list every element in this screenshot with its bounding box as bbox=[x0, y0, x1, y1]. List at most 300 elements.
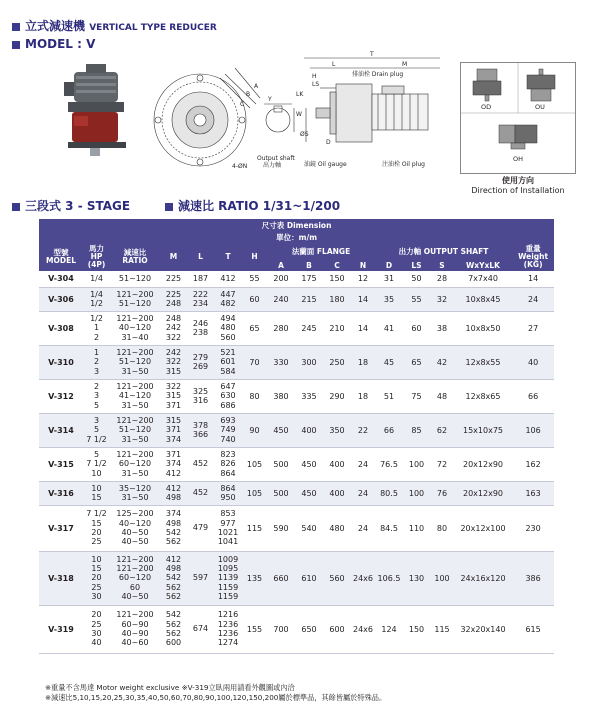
oil-gauge-label: 油鏡 Oil gauge bbox=[304, 161, 347, 168]
ratio-cell-line: 121~200 bbox=[116, 415, 154, 425]
hp-cell-line: 30 bbox=[91, 629, 102, 638]
table-row bbox=[39, 271, 554, 287]
n-cell: 24 bbox=[351, 481, 375, 505]
ratio-cell-line: 51~120 bbox=[118, 425, 152, 435]
dim-c: C bbox=[240, 101, 245, 108]
hp-cell-line: 25 bbox=[91, 619, 102, 629]
col-a: A bbox=[267, 261, 295, 271]
l-cell-line: 597 bbox=[192, 573, 209, 583]
l-cell-line: 452 bbox=[192, 459, 209, 469]
h-cell: 80 bbox=[242, 379, 267, 413]
t-cell-line: 560 bbox=[220, 332, 236, 342]
wyl-cell: 20x12x90 bbox=[454, 447, 512, 481]
d-cell: 84.5 bbox=[375, 505, 403, 551]
a-cell: 660 bbox=[267, 551, 295, 605]
dim-d: D bbox=[326, 139, 331, 146]
weight-cell: 615 bbox=[512, 605, 554, 653]
b-cell: 300 bbox=[295, 345, 323, 379]
footnote-1: ※重量不含馬達 Motor weight exclusive ※V-319立臥兩用請看外觀圖或內洽 bbox=[45, 683, 295, 692]
table-row bbox=[39, 379, 554, 413]
hp-cell bbox=[83, 345, 110, 379]
hp-cell bbox=[83, 551, 110, 605]
table-row bbox=[39, 481, 554, 505]
ratio-cell-line: 121~200 bbox=[116, 554, 154, 564]
dimension-table bbox=[39, 219, 554, 654]
hp-cell bbox=[83, 605, 110, 653]
t-cell-line: 823 bbox=[220, 449, 236, 459]
ratio-cell-line: 60~120 bbox=[118, 573, 152, 583]
h-cell: 60 bbox=[242, 287, 267, 311]
n-cell: 18 bbox=[351, 379, 375, 413]
ratio-cell bbox=[110, 379, 160, 413]
t-cell-line: 601 bbox=[220, 357, 236, 367]
a-cell: 700 bbox=[267, 605, 295, 653]
m-cell bbox=[160, 481, 187, 505]
table-row bbox=[39, 551, 554, 605]
a-cell: 380 bbox=[267, 379, 295, 413]
t-cell-line: 1095 bbox=[217, 563, 239, 573]
col-m: M bbox=[160, 243, 187, 271]
t-cell-line: 826 bbox=[220, 459, 236, 469]
m-cell-line: 225 bbox=[165, 289, 182, 299]
m-cell-line: 542 bbox=[165, 610, 182, 620]
t-cell-line: 693 bbox=[220, 415, 236, 425]
hp-cell-line: 3 bbox=[93, 391, 100, 401]
col-weight: 重量 Weight (KG) bbox=[512, 243, 554, 271]
c-cell: 350 bbox=[323, 413, 351, 447]
m-cell bbox=[160, 447, 187, 481]
ratio-cell-line: 121~200 bbox=[116, 563, 154, 573]
h-cell: 55 bbox=[242, 271, 267, 287]
m-cell-line: 374 bbox=[165, 459, 182, 469]
s-cell: 80 bbox=[430, 505, 454, 551]
m-cell bbox=[160, 551, 187, 605]
table-unit: 單位：m/m bbox=[39, 233, 554, 243]
ratio-label: 減速比 RATIO 1/31~1/200 bbox=[165, 197, 340, 214]
square-bullet-icon bbox=[12, 203, 20, 211]
ratio-cell-line: 51~120 bbox=[118, 299, 152, 308]
model-cell: V-310 bbox=[39, 345, 83, 379]
model-cell: V-308 bbox=[39, 311, 83, 345]
hp-cell-line: 20 bbox=[91, 610, 102, 620]
s-cell: 48 bbox=[430, 379, 454, 413]
s-cell: 28 bbox=[430, 271, 454, 287]
m-cell bbox=[160, 345, 187, 379]
t-cell bbox=[214, 447, 242, 481]
l-cell-line: 234 bbox=[192, 299, 209, 308]
ratio-cell bbox=[110, 413, 160, 447]
hp-cell-line: 1/4 bbox=[90, 274, 103, 284]
t-cell-line: 480 bbox=[220, 323, 236, 333]
oil-plug-label: 注油栓 Oil plug bbox=[382, 161, 425, 168]
l-cell bbox=[187, 379, 214, 413]
d-cell: 41 bbox=[375, 311, 403, 345]
ratio-cell-line: 40~120 bbox=[118, 518, 152, 528]
m-cell bbox=[160, 505, 187, 551]
m-cell bbox=[160, 605, 187, 653]
weight-cell: 40 bbox=[512, 345, 554, 379]
m-cell-line: 248 bbox=[165, 299, 182, 308]
a-cell: 500 bbox=[267, 447, 295, 481]
ls-cell: 50 bbox=[403, 271, 430, 287]
t-cell-line: 1236 bbox=[217, 629, 239, 638]
t-cell-line: 740 bbox=[220, 434, 236, 444]
wyl-cell: 15x10x75 bbox=[454, 413, 512, 447]
m-cell-line: 248 bbox=[165, 313, 182, 323]
ls-cell: 85 bbox=[403, 413, 430, 447]
s-cell: 76 bbox=[430, 481, 454, 505]
h-cell: 155 bbox=[242, 605, 267, 653]
square-bullet-icon bbox=[12, 41, 20, 49]
hp-cell bbox=[83, 287, 110, 311]
l-cell-line: 187 bbox=[192, 274, 209, 284]
model-cell: V-317 bbox=[39, 505, 83, 551]
l-cell-line: 238 bbox=[192, 328, 209, 337]
weight-cell: 386 bbox=[512, 551, 554, 605]
col-output: 出力軸 OUTPUT SHAFT bbox=[375, 243, 512, 261]
h-cell: 65 bbox=[242, 311, 267, 345]
hp-cell-line: 15 bbox=[91, 518, 102, 528]
a-cell: 240 bbox=[267, 287, 295, 311]
drain-plug-label: 排油栓 Drain plug bbox=[352, 71, 404, 78]
t-cell bbox=[214, 271, 242, 287]
table-row bbox=[39, 605, 554, 653]
table-row bbox=[39, 345, 554, 379]
m-cell-line: 412 bbox=[165, 468, 182, 478]
ratio-cell-line: 60~120 bbox=[118, 459, 152, 469]
m-cell bbox=[160, 287, 187, 311]
m-cell-line: 225 bbox=[165, 274, 182, 284]
model-cell: V-318 bbox=[39, 551, 83, 605]
col-d: D bbox=[375, 261, 403, 271]
t-cell bbox=[214, 287, 242, 311]
l-cell-line: 279 bbox=[192, 352, 209, 362]
d-cell: 80.5 bbox=[375, 481, 403, 505]
t-cell-line: 853 bbox=[220, 509, 236, 519]
dim-y: Y bbox=[268, 96, 272, 103]
t-cell-line: 647 bbox=[220, 381, 236, 391]
hp-cell-line: 1 bbox=[93, 347, 100, 357]
t-cell-line: 686 bbox=[220, 400, 236, 410]
hp-cell-line: 3 bbox=[93, 366, 100, 376]
hp-cell-line: 1/4 bbox=[90, 289, 103, 299]
m-cell-line: 562 bbox=[165, 619, 182, 629]
col-h: H bbox=[242, 243, 267, 271]
m-cell-line: 315 bbox=[165, 366, 182, 376]
t-cell-line: 494 bbox=[220, 313, 236, 323]
t-cell bbox=[214, 345, 242, 379]
col-ratio: 減速比 RATIO bbox=[110, 243, 160, 271]
col-ls: LS bbox=[403, 261, 430, 271]
hp-cell-line: 25 bbox=[91, 537, 102, 547]
t-cell-line: 950 bbox=[220, 493, 236, 502]
hp-cell-line: 2 bbox=[93, 357, 100, 367]
m-cell-line: 562 bbox=[165, 629, 182, 638]
l-cell bbox=[187, 447, 214, 481]
t-cell-line: 977 bbox=[220, 518, 236, 528]
ratio-cell bbox=[110, 271, 160, 287]
m-cell-line: 562 bbox=[165, 582, 182, 592]
technical-drawing bbox=[60, 48, 460, 178]
c-cell: 290 bbox=[323, 379, 351, 413]
c-cell: 400 bbox=[323, 447, 351, 481]
c-cell: 180 bbox=[323, 287, 351, 311]
s-cell: 100 bbox=[430, 551, 454, 605]
hp-cell bbox=[83, 505, 110, 551]
hp-cell-line: 10 bbox=[91, 483, 102, 493]
col-wyl: WxYxLK bbox=[454, 261, 512, 271]
ratio-cell-line: 121~200 bbox=[116, 313, 154, 323]
l-cell-line: 452 bbox=[192, 488, 209, 498]
model-label: MODEL : V bbox=[12, 37, 95, 51]
ratio-cell bbox=[110, 551, 160, 605]
t-cell-line: 1139 bbox=[217, 573, 239, 583]
l-cell bbox=[187, 345, 214, 379]
n-cell: 24x6 bbox=[351, 551, 375, 605]
hp-cell bbox=[83, 311, 110, 345]
a-cell: 200 bbox=[267, 271, 295, 287]
dim-a: A bbox=[254, 83, 259, 90]
m-cell-line: 315 bbox=[165, 391, 182, 401]
t-cell-line: 447 bbox=[220, 289, 236, 299]
t-cell-line: 630 bbox=[220, 391, 236, 401]
ratio-cell bbox=[110, 481, 160, 505]
install-oh-label: OH bbox=[513, 155, 524, 163]
m-cell bbox=[160, 311, 187, 345]
b-cell: 450 bbox=[295, 481, 323, 505]
b-cell: 650 bbox=[295, 605, 323, 653]
l-cell-line: 316 bbox=[192, 396, 209, 405]
hp-cell-line: 10 bbox=[91, 468, 102, 478]
dim-s: ØS bbox=[300, 131, 309, 138]
t-cell-line: 482 bbox=[220, 299, 236, 308]
n-cell: 14 bbox=[351, 311, 375, 345]
ls-cell: 100 bbox=[403, 481, 430, 505]
ratio-cell-line: 60~90 bbox=[121, 619, 149, 629]
col-s: S bbox=[430, 261, 454, 271]
table-body bbox=[39, 271, 554, 653]
output-shaft-label: Output shaft bbox=[257, 155, 295, 162]
ls-cell: 130 bbox=[403, 551, 430, 605]
table-title: 尺寸表 Dimension bbox=[39, 219, 554, 233]
ratio-cell-line: 60 bbox=[129, 582, 141, 592]
d-cell: 31 bbox=[375, 271, 403, 287]
weight-cell: 162 bbox=[512, 447, 554, 481]
s-cell: 72 bbox=[430, 447, 454, 481]
c-cell: 480 bbox=[323, 505, 351, 551]
n-cell: 18 bbox=[351, 345, 375, 379]
dim-ls: LS bbox=[312, 81, 320, 88]
col-n: N bbox=[351, 261, 375, 271]
t-cell-line: 749 bbox=[220, 425, 236, 435]
b-cell: 335 bbox=[295, 379, 323, 413]
square-bullet-icon bbox=[165, 203, 173, 211]
stage-label: 三段式 3 - STAGE bbox=[12, 197, 130, 214]
l-cell-line: 269 bbox=[192, 362, 209, 371]
oh-icon bbox=[499, 125, 537, 149]
ls-cell: 110 bbox=[403, 505, 430, 551]
model-cell: V-315 bbox=[39, 447, 83, 481]
l-cell-line: 246 bbox=[192, 318, 209, 328]
hp-cell bbox=[83, 413, 110, 447]
hp-cell-line: 2 bbox=[93, 332, 100, 342]
weight-cell: 66 bbox=[512, 379, 554, 413]
ratio-cell-line: 40~60 bbox=[121, 638, 149, 648]
hp-cell bbox=[83, 481, 110, 505]
l-cell bbox=[187, 505, 214, 551]
weight-cell: 24 bbox=[512, 287, 554, 311]
t-cell-line: 1274 bbox=[217, 638, 239, 648]
hp-cell-line: 7 1/2 bbox=[86, 459, 107, 469]
l-cell-line: 674 bbox=[192, 624, 209, 634]
ls-cell: 60 bbox=[403, 311, 430, 345]
b-cell: 450 bbox=[295, 447, 323, 481]
hp-cell bbox=[83, 271, 110, 287]
ratio-cell bbox=[110, 505, 160, 551]
ratio-cell bbox=[110, 345, 160, 379]
d-cell: 66 bbox=[375, 413, 403, 447]
s-cell: 32 bbox=[430, 287, 454, 311]
t-cell-line: 1009 bbox=[217, 554, 239, 564]
ratio-cell-line: 125~200 bbox=[116, 509, 154, 519]
flange-view bbox=[154, 68, 260, 166]
weight-cell: 27 bbox=[512, 311, 554, 345]
hp-cell-line: 40 bbox=[91, 638, 102, 648]
n-cell: 12 bbox=[351, 271, 375, 287]
dim-h: H bbox=[312, 73, 317, 80]
dim-n: 4-ØN bbox=[232, 163, 248, 170]
wyl-cell: 12x8x55 bbox=[454, 345, 512, 379]
ratio-cell-line: 121~200 bbox=[116, 347, 154, 357]
d-cell: 45 bbox=[375, 345, 403, 379]
m-cell-line: 498 bbox=[165, 518, 182, 528]
hp-cell-line: 20 bbox=[91, 528, 102, 537]
m-cell-line: 322 bbox=[165, 357, 182, 367]
wyl-cell: 20x12x90 bbox=[454, 481, 512, 505]
ratio-cell-line: 41~120 bbox=[118, 391, 152, 401]
output-shaft-zh: 出力軸 bbox=[263, 162, 282, 169]
model-cell: V-316 bbox=[39, 481, 83, 505]
col-flange: 法蘭面 FLANGE bbox=[267, 243, 375, 261]
a-cell: 450 bbox=[267, 413, 295, 447]
m-cell bbox=[160, 271, 187, 287]
b-cell: 245 bbox=[295, 311, 323, 345]
col-c: C bbox=[323, 261, 351, 271]
ratio-cell-line: 31~50 bbox=[121, 400, 149, 410]
h-cell: 135 bbox=[242, 551, 267, 605]
ratio-cell-line: 121~200 bbox=[116, 610, 154, 620]
dim-b: B bbox=[246, 91, 251, 98]
c-cell: 210 bbox=[323, 311, 351, 345]
m-cell bbox=[160, 379, 187, 413]
t-cell-line: 521 bbox=[220, 347, 236, 357]
t-cell bbox=[214, 505, 242, 551]
m-cell-line: 412 bbox=[165, 554, 182, 564]
a-cell: 280 bbox=[267, 311, 295, 345]
m-cell-line: 412 bbox=[165, 483, 182, 493]
footnote-2: ※減速比5,10,15,20,25,30,35,40,50,60,70,80,90,100,120,150,200屬於標準品，其餘皆屬於特殊品。 bbox=[45, 693, 387, 702]
col-l: L bbox=[187, 243, 214, 271]
b-cell: 215 bbox=[295, 287, 323, 311]
t-cell bbox=[214, 481, 242, 505]
hp-cell-line: 15 bbox=[91, 493, 102, 502]
n-cell: 24 bbox=[351, 447, 375, 481]
weight-cell: 106 bbox=[512, 413, 554, 447]
m-cell-line: 562 bbox=[165, 592, 182, 602]
h-cell: 105 bbox=[242, 481, 267, 505]
dim-w: W bbox=[296, 111, 302, 118]
d-cell: 51 bbox=[375, 379, 403, 413]
l-cell-line: 325 bbox=[192, 386, 209, 396]
ratio-cell bbox=[110, 605, 160, 653]
c-cell: 400 bbox=[323, 481, 351, 505]
ls-cell: 150 bbox=[403, 605, 430, 653]
table-row bbox=[39, 287, 554, 311]
ls-cell: 55 bbox=[403, 287, 430, 311]
a-cell: 500 bbox=[267, 481, 295, 505]
m-cell-line: 600 bbox=[165, 638, 182, 648]
d-cell: 124 bbox=[375, 605, 403, 653]
wyl-cell: 10x8x45 bbox=[454, 287, 512, 311]
m-cell-line: 374 bbox=[165, 434, 182, 444]
dim-m: M bbox=[402, 61, 408, 68]
ratio-cell bbox=[110, 447, 160, 481]
ratio-cell-line: 40~90 bbox=[121, 629, 149, 638]
b-cell: 610 bbox=[295, 551, 323, 605]
m-cell-line: 374 bbox=[165, 509, 182, 519]
s-cell: 38 bbox=[430, 311, 454, 345]
b-cell: 400 bbox=[295, 413, 323, 447]
n-cell: 14 bbox=[351, 287, 375, 311]
m-cell-line: 498 bbox=[165, 493, 182, 502]
t-cell-line: 1041 bbox=[217, 537, 239, 547]
table-row bbox=[39, 311, 554, 345]
n-cell: 24x6 bbox=[351, 605, 375, 653]
ratio-cell-line: 31~40 bbox=[121, 332, 149, 342]
col-hp: 馬力 HP (4P) bbox=[83, 243, 110, 271]
t-cell-line: 1021 bbox=[217, 528, 239, 537]
table-row bbox=[39, 505, 554, 551]
t-cell bbox=[214, 379, 242, 413]
ls-cell: 65 bbox=[403, 345, 430, 379]
t-cell bbox=[214, 551, 242, 605]
b-cell: 540 bbox=[295, 505, 323, 551]
reducer-photo bbox=[64, 64, 126, 156]
m-cell-line: 315 bbox=[165, 415, 182, 425]
a-cell: 330 bbox=[267, 345, 295, 379]
ratio-cell-line: 51~120 bbox=[118, 274, 152, 284]
c-cell: 150 bbox=[323, 271, 351, 287]
hp-cell bbox=[83, 379, 110, 413]
s-cell: 42 bbox=[430, 345, 454, 379]
l-cell bbox=[187, 311, 214, 345]
page-title: 立式減速機 VERTICAL TYPE REDUCER bbox=[12, 17, 217, 34]
hp-cell-line: 1/2 bbox=[90, 299, 103, 308]
weight-cell: 163 bbox=[512, 481, 554, 505]
m-cell-line: 242 bbox=[165, 347, 182, 357]
wyl-cell: 7x7x40 bbox=[454, 271, 512, 287]
m-cell-line: 242 bbox=[165, 323, 182, 333]
hp-cell-line: 25 bbox=[91, 582, 102, 592]
h-cell: 105 bbox=[242, 447, 267, 481]
od-icon bbox=[473, 69, 501, 101]
n-cell: 24 bbox=[351, 505, 375, 551]
install-od-label: OD bbox=[481, 103, 492, 111]
ratio-cell-line: 51~120 bbox=[118, 357, 152, 367]
ratio-cell-line: 31~50 bbox=[121, 434, 149, 444]
ratio-cell-line: 40~120 bbox=[118, 323, 152, 333]
wyl-cell: 32x20x140 bbox=[454, 605, 512, 653]
